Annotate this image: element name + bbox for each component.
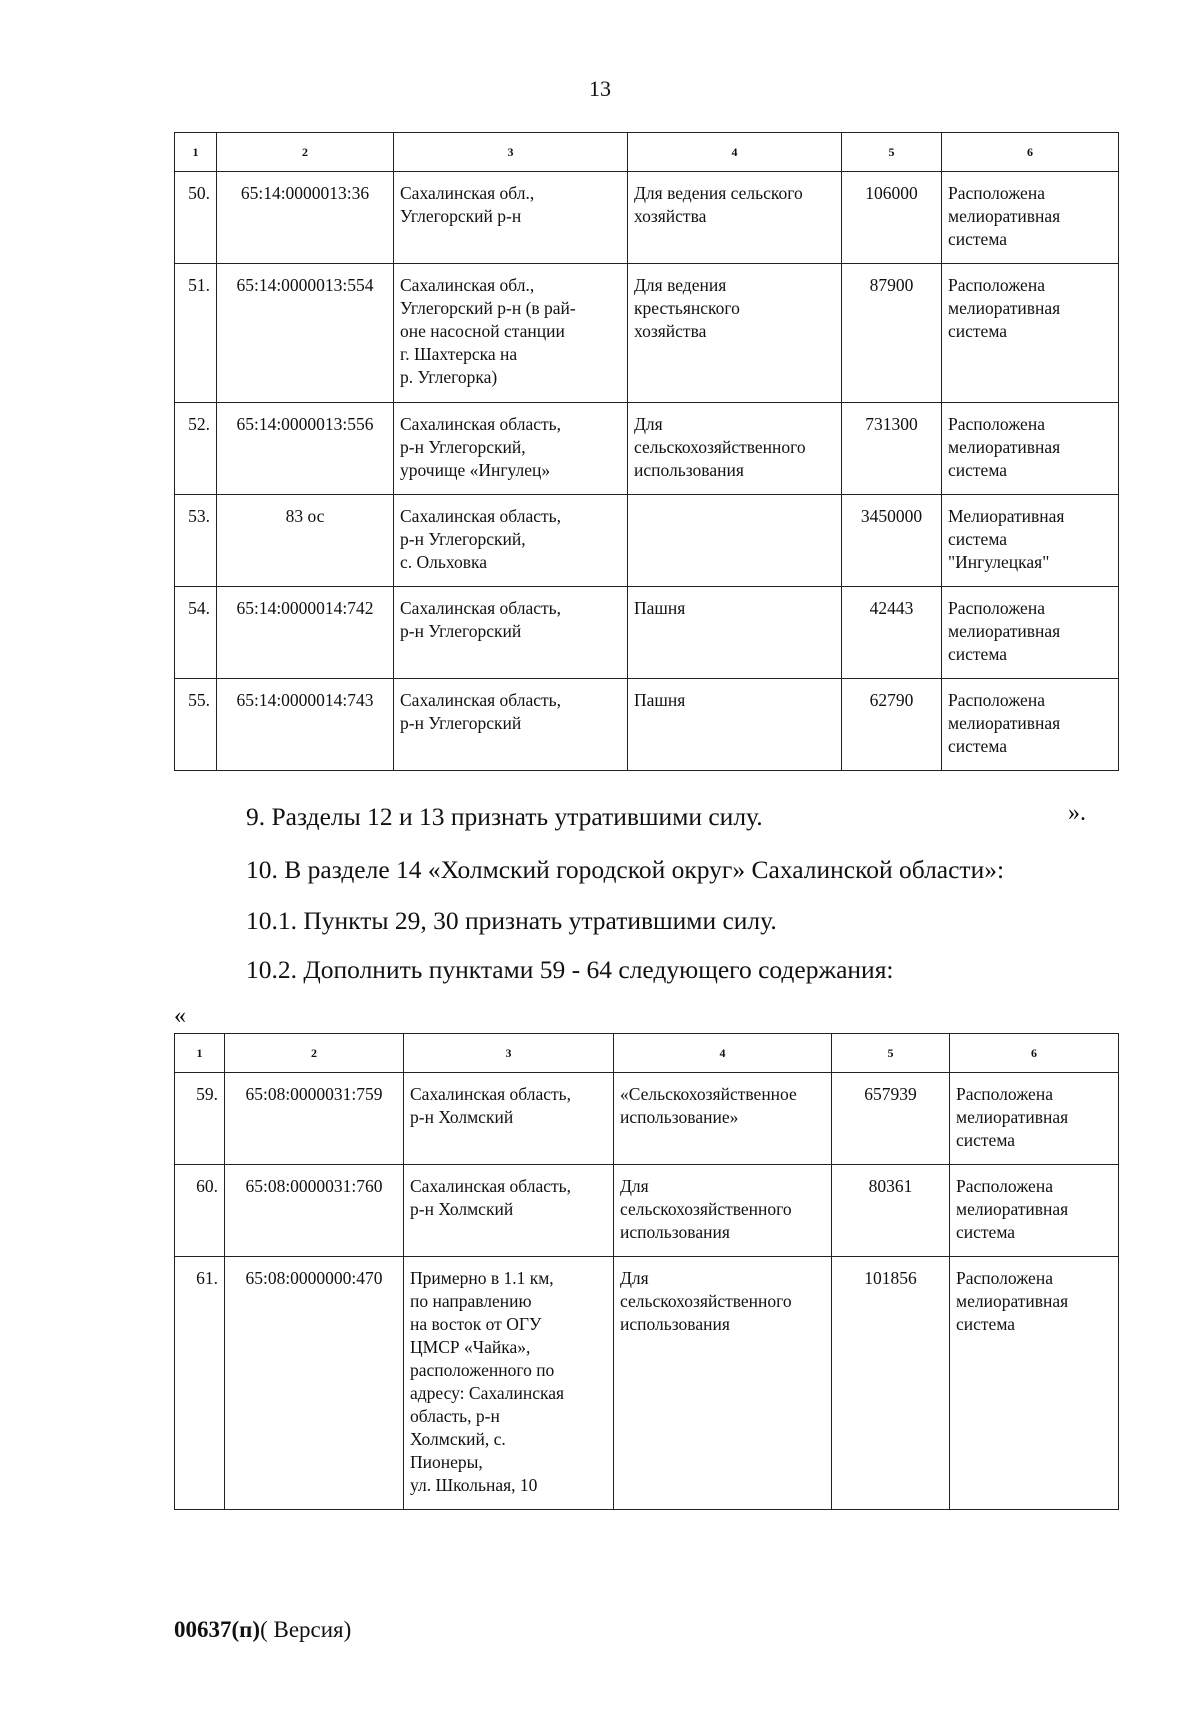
cadastral-number: 65:14:0000013:554: [217, 264, 394, 403]
col-header: 4: [614, 1034, 832, 1073]
land-use: Для ведения сельского хозяйства: [628, 172, 842, 264]
table-row: [175, 1073, 1119, 1165]
note: Расположена мелиоративная система: [942, 172, 1119, 264]
col-header: 5: [832, 1034, 950, 1073]
area: 101856: [832, 1257, 950, 1510]
address: Сахалинская область, р-н Углегорский: [394, 587, 628, 679]
closing-quote: ».: [1068, 800, 1086, 826]
land-use: Пашня: [628, 679, 842, 771]
note: Расположена мелиоративная система: [942, 264, 1119, 403]
col-header: 6: [950, 1034, 1119, 1073]
address: Сахалинская обл., Углегорский р-н (в рай- оне насосной станции г. Шахтерска на р. Углегорка): [394, 264, 628, 403]
cadastral-number: 65:14:0000013:556: [217, 403, 394, 495]
cadastral-number: 65:14:0000013:36: [217, 172, 394, 264]
table-row: [175, 587, 1119, 679]
col-header: 6: [942, 133, 1119, 172]
note: Расположена мелиоративная система: [950, 1165, 1119, 1257]
cadastral-number: 65:08:0000031:759: [225, 1073, 404, 1165]
col-header: 3: [394, 133, 628, 172]
col-header: 1: [175, 133, 217, 172]
land-use: Пашня: [628, 587, 842, 679]
paragraph-10-1: 10.1. Пункты 29, 30 признать утратившими силу.: [246, 906, 777, 935]
table-row: [175, 495, 1119, 587]
document-version: ( Версия): [260, 1617, 352, 1642]
cadastral-number: 65:08:0000031:760: [225, 1165, 404, 1257]
table-row: [175, 1257, 1119, 1510]
area: 80361: [832, 1165, 950, 1257]
col-header: 2: [225, 1034, 404, 1073]
table-row: [175, 403, 1119, 495]
area: 42443: [842, 587, 942, 679]
cadastral-number: 65:14:0000014:742: [217, 587, 394, 679]
area: 87900: [842, 264, 942, 403]
land-use: Для ведения крестьянского хозяйства: [628, 264, 842, 403]
address: Сахалинская область, р-н Холмский: [404, 1165, 614, 1257]
area: 731300: [842, 403, 942, 495]
note: Расположена мелиоративная система: [950, 1073, 1119, 1165]
page-number: 13: [589, 76, 611, 101]
row-number: 53.: [175, 495, 217, 587]
col-header: 4: [628, 133, 842, 172]
land-plots-table-uglegorsk: [174, 132, 1119, 771]
land-use: Для сельскохозяйственного использования: [628, 403, 842, 495]
paragraph-9: 9. Разделы 12 и 13 признать утратившими силу.: [246, 802, 763, 831]
row-number: 52.: [175, 403, 217, 495]
row-number: 54.: [175, 587, 217, 679]
table-header-row: [175, 1034, 1119, 1073]
note: Расположена мелиоративная система: [950, 1257, 1119, 1510]
note: Расположена мелиоративная система: [942, 587, 1119, 679]
document-code: 00637(п): [174, 1617, 261, 1642]
col-header: 5: [842, 133, 942, 172]
address: Примерно в 1.1 км, по направлению на восток от ОГУ ЦМСР «Чайка», расположенного по адресу: Сахалинская область, р-н Холмский, с. Пионеры, ул. Школьная, 10: [404, 1257, 614, 1510]
note: Расположена мелиоративная система: [942, 403, 1119, 495]
cadastral-number: 83 ос: [217, 495, 394, 587]
address: Сахалинская область, р-н Углегорский: [394, 679, 628, 771]
land-use: [628, 495, 842, 587]
note: Расположена мелиоративная система: [942, 679, 1119, 771]
document-footer: [174, 1617, 351, 1643]
table-row: [175, 264, 1119, 403]
row-number: 50.: [175, 172, 217, 264]
address: Сахалинская область, р-н Холмский: [404, 1073, 614, 1165]
table-header-row: [175, 133, 1119, 172]
row-number: 60.: [175, 1165, 225, 1257]
land-use: Для сельскохозяйственного использования: [614, 1165, 832, 1257]
table-row: [175, 679, 1119, 771]
area: 62790: [842, 679, 942, 771]
cadastral-number: 65:08:0000000:470: [225, 1257, 404, 1510]
paragraph-10-2: 10.2. Дополнить пунктами 59 - 64 следующего содержания:: [246, 955, 894, 984]
row-number: 61.: [175, 1257, 225, 1510]
area: 106000: [842, 172, 942, 264]
row-number: 51.: [175, 264, 217, 403]
col-header: 2: [217, 133, 394, 172]
land-use: «Сельскохозяйственное использование»: [614, 1073, 832, 1165]
opening-quote: «: [174, 1003, 186, 1029]
cadastral-number: 65:14:0000014:743: [217, 679, 394, 771]
table-row: [175, 172, 1119, 264]
area: 657939: [832, 1073, 950, 1165]
col-header: 1: [175, 1034, 225, 1073]
note: Мелиоративная система "Ингулецкая": [942, 495, 1119, 587]
col-header: 3: [404, 1034, 614, 1073]
land-plots-table-kholmsk: [174, 1033, 1119, 1510]
address: Сахалинская область, р-н Углегорский, с. Ольховка: [394, 495, 628, 587]
paragraph-10: 10. В разделе 14 «Холмский городской округ» Сахалинской области»:: [246, 855, 1005, 884]
address: Сахалинская область, р-н Углегорский, урочище «Ингулец»: [394, 403, 628, 495]
row-number: 55.: [175, 679, 217, 771]
table-row: [175, 1165, 1119, 1257]
area: 3450000: [842, 495, 942, 587]
address: Сахалинская обл., Углегорский р-н: [394, 172, 628, 264]
row-number: 59.: [175, 1073, 225, 1165]
land-use: Для сельскохозяйственного использования: [614, 1257, 832, 1510]
